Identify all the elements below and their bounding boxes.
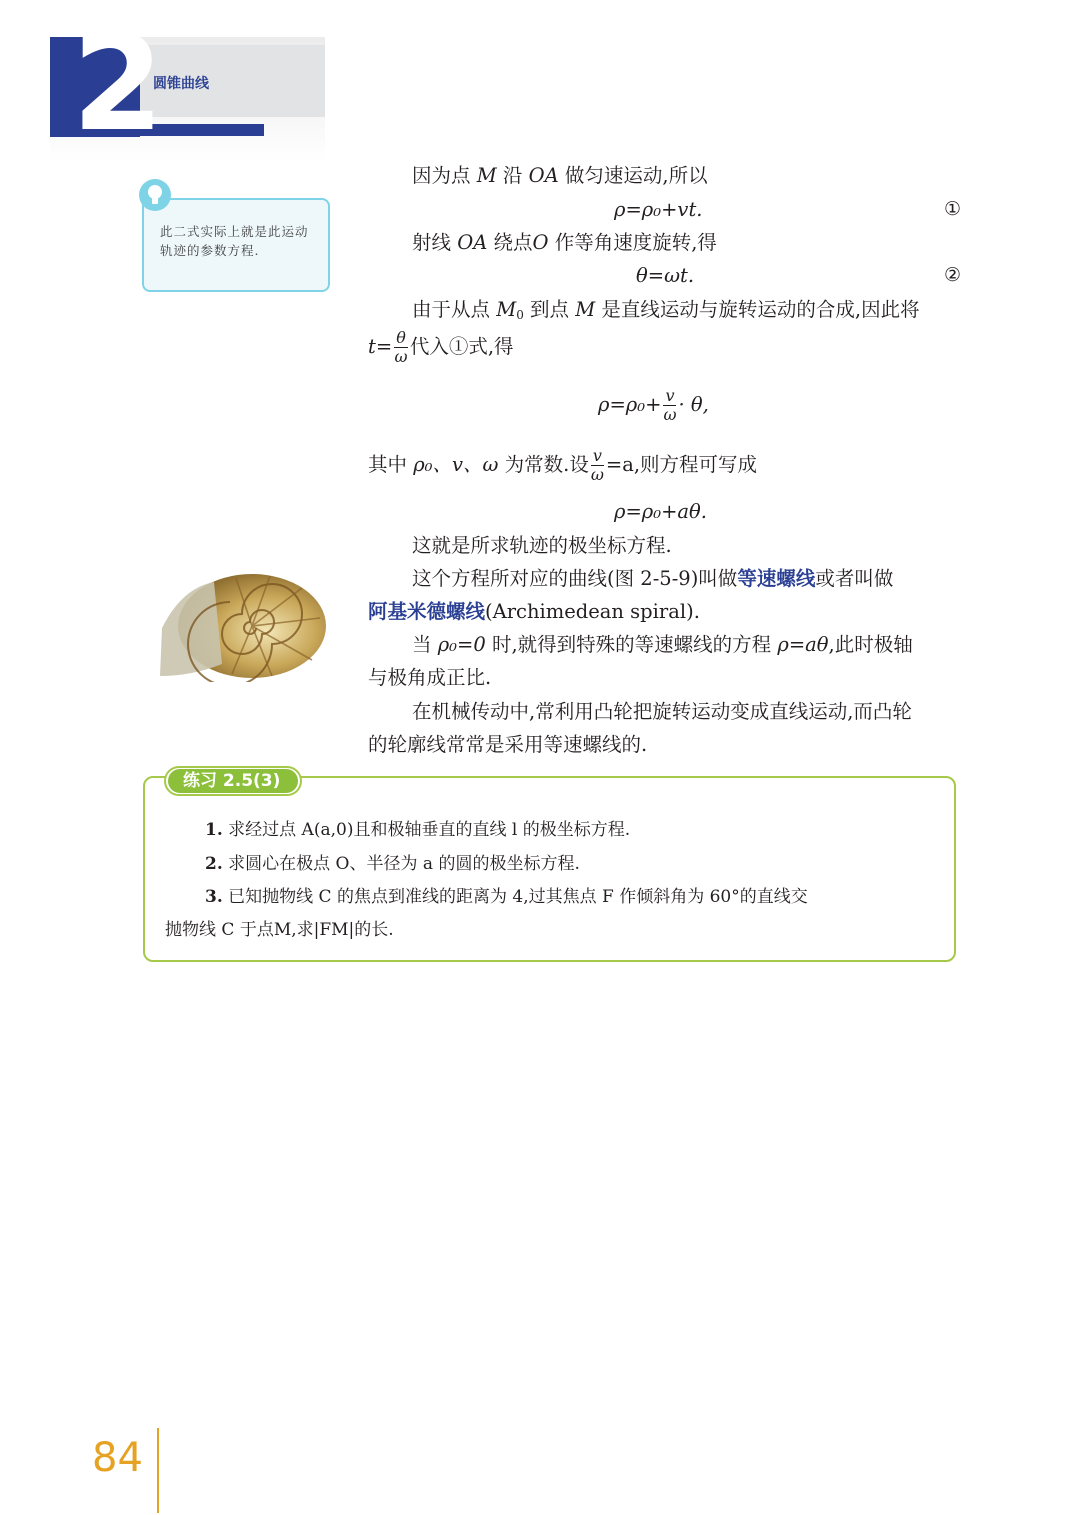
term-archimedean-spiral: 阿基米德螺线: [368, 600, 486, 623]
fraction-v-omega-def: $\frac{v}{\omega}$: [590, 446, 604, 484]
exercise-question-3: 3. 已知抛物线 C 的焦点到准线的距离为 4,过其焦点 F 作倾斜角为 60°的直线交: [205, 887, 808, 907]
page-number-divider: [157, 1428, 159, 1513]
paragraph-6: 这就是所求轨迹的极坐标方程.: [412, 534, 672, 557]
paragraph-11: 在机械传动中,常利用凸轮把旋转运动变成直线运动,而凸轮: [412, 700, 912, 723]
equation-4: ρ=ρ₀+aθ.: [614, 500, 707, 523]
chapter-title: 圆锥曲线: [153, 76, 209, 92]
page-number: 84: [92, 1435, 143, 1481]
equation-1-label: ①: [944, 198, 962, 220]
equation-3: ρ=ρ₀+ $\frac{v}{\omega}$ · θ,: [598, 386, 709, 424]
paragraph-2: 射线 OA 绕点O 作等角速度旋转,得: [412, 231, 717, 254]
lightbulb-icon: [138, 178, 172, 212]
term-uniform-spiral: 等速螺线: [737, 567, 816, 590]
paragraph-7: 这个方程所对应的曲线(图 2-5-9)叫做等速螺线或者叫做: [412, 567, 894, 590]
chapter-number: 2: [72, 7, 164, 161]
exercise-question-3-cont: 抛物线 C 于点M,求|FM|的长.: [165, 920, 394, 940]
paragraph-5: 其中 ρ₀、v、ω 为常数.设 $\frac{v}{\omega}$ =a,则方程可写成: [368, 446, 758, 484]
equation-2: θ=ωt.: [636, 264, 695, 287]
fraction-v-omega: $\frac{v}{\omega}$: [663, 386, 677, 424]
paragraph-10: 与极角成正比.: [368, 666, 492, 689]
paragraph-12: 的轮廓线常常是采用等速螺线的.: [368, 733, 648, 756]
exercise-question-1: 1. 求经过点 A(a,0)且和极轴垂直的直线 l 的极坐标方程.: [205, 820, 631, 840]
exercise-title: 练习 2.5(3): [183, 771, 281, 791]
sidenote-text: 此二式实际上就是此运动轨迹的参数方程.: [160, 224, 309, 258]
fraction-theta-omega: $\frac{\theta}{\omega}$: [394, 328, 408, 366]
paragraph-1: 因为点 M 沿 OA 做匀速运动,所以: [412, 164, 708, 187]
nautilus-shell-image: [152, 568, 330, 682]
paragraph-9: 当 ρ₀=0 时,就得到特殊的等速螺线的方程 ρ=aθ,此时极轴: [412, 633, 913, 656]
exercise-question-2: 2. 求圆心在极点 O、半径为 a 的圆的极坐标方程.: [205, 854, 580, 874]
equation-1: ρ=ρ₀+vt.: [614, 198, 703, 221]
paragraph-8: 阿基米德螺线(Archimedean spiral).: [368, 600, 700, 623]
paragraph-3: 由于从点 $M_0$ 到点 M 是直线运动与旋转运动的合成,因此将: [412, 298, 920, 322]
equation-2-label: ②: [944, 264, 962, 286]
paragraph-4: t= $\frac{\theta}{\omega}$ 代入①式,得: [368, 328, 514, 366]
